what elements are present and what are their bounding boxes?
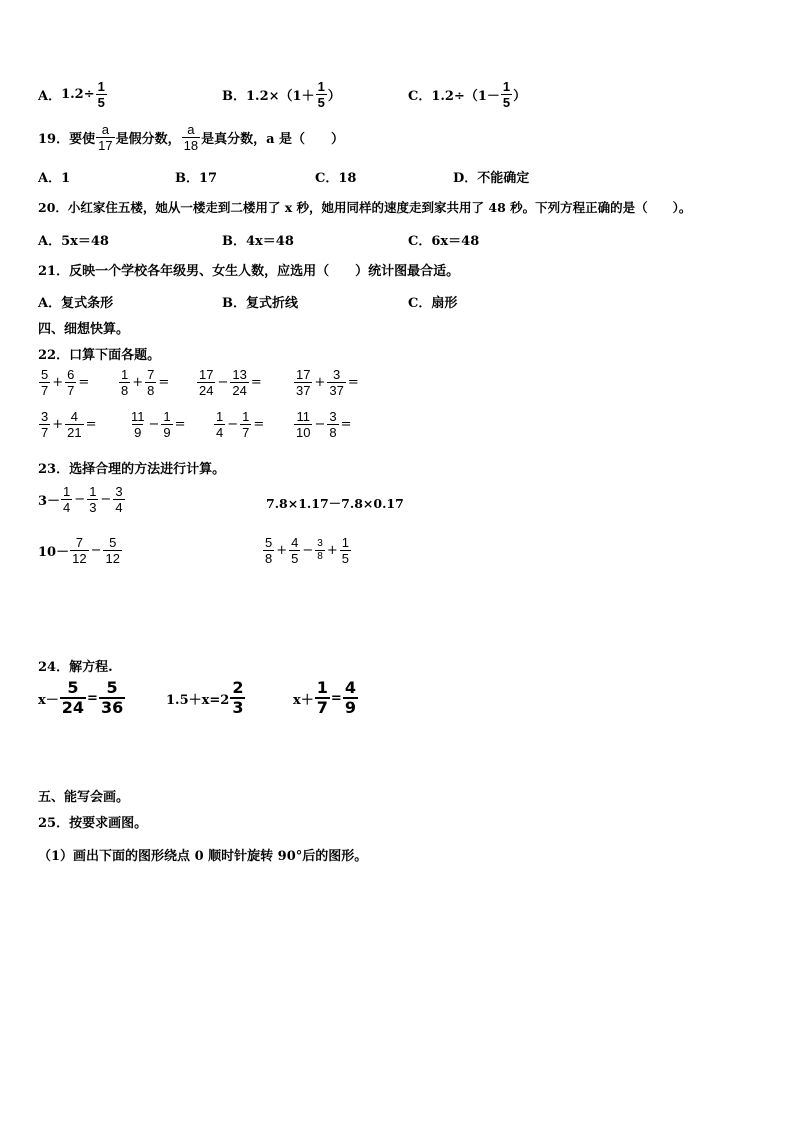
q20-option-a: A．5x＝48: [38, 234, 109, 249]
q19-option-d: D．不能确定: [453, 171, 530, 186]
q19-stem: 19． 要使 $\frac{a}{17}$ 是假分数， $\frac{a}{18}$ 是真分数，a 是（ ）: [38, 122, 345, 153]
q23-title: 23．选择合理的方法进行计算。: [38, 462, 226, 477]
q22-item-3: $\frac{17}{24}$ − $\frac{13}{24}$ =: [199, 367, 262, 398]
q19-option-c: C．18: [315, 171, 357, 186]
q20-option-b: B．4x＝48: [222, 234, 294, 249]
q24-equation-2: 1.5＋x=2 $\frac{2}{3}$: [166, 678, 244, 717]
q22-item-4: $\frac{17}{37}$ + $\frac{3}{37}$ =: [296, 367, 359, 398]
q20-option-c: C．6x＝48: [408, 234, 480, 249]
q21-option-a: A．复式条形: [38, 296, 114, 311]
q22-item-8: $\frac{11}{10}$ − $\frac{3}{8}$ =: [296, 409, 352, 440]
q25-title: 25．按要求画图。: [38, 816, 148, 831]
q23-expression-4: $\frac{5}{8}$ + $\frac{4}{5}$ − $\frac{3}{8}$ + $\frac{1}{5}$: [265, 535, 349, 566]
q22-item-1: $\frac{5}{7}$ + $\frac{6}{7}$ =: [41, 367, 90, 398]
section-5-heading: 五、能写会画。: [38, 790, 130, 805]
q24-equation-3: x＋ $\frac{1}{7}$ = $\frac{4}{9}$: [293, 678, 356, 717]
q18-option-c: C． 1.2÷（1－ $\frac{1}{5}$ ）: [408, 79, 527, 110]
q25-subquestion-1: （1）画出下面的图形绕点 0 顺时针旋转 90°后的图形。: [38, 849, 368, 864]
q18-option-b: B． 1.2×（1＋ $\frac{1}{5}$ ）: [222, 79, 341, 110]
q21-option-b: B．复式折线: [222, 296, 298, 311]
q23-expression-3: 10－ $\frac{7}{12}$ − $\frac{5}{12}$: [38, 535, 120, 566]
q24-title: 24．解方程.: [38, 660, 113, 675]
q23-expression-1: 3－ $\frac{1}{4}$ − $\frac{1}{3}$ − $\frac{3}{4}$: [38, 484, 123, 515]
q22-item-7: $\frac{1}{4}$ − $\frac{1}{7}$ =: [216, 409, 265, 440]
q21-stem: 21．反映一个学校各年级男、女生人数，应选用（ ）统计图最合适。: [38, 264, 460, 279]
q22-item-5: $\frac{3}{7}$ + $\frac{4}{21}$ =: [41, 409, 97, 440]
q21-option-c: C．扇形: [408, 296, 458, 311]
q19-option-a: A．1: [38, 171, 71, 186]
q19-option-b: B．17: [175, 171, 218, 186]
q22-item-2: $\frac{1}{8}$ + $\frac{7}{8}$ =: [121, 367, 170, 398]
q24-equation-1: x－ $\frac{5}{24}$ = $\frac{5}{36}$: [38, 678, 124, 717]
q23-expression-2: 7.8×1.17－7.8×0.17: [266, 496, 404, 511]
q18-option-a: A． 1.2÷ $\frac{1}{5}$: [38, 79, 105, 110]
q20-stem: 20．小红家住五楼，她从一楼走到二楼用了 x 秒，她用同样的速度走到家共用了 48 秒。下列方程正确的是（ ）。: [38, 200, 692, 215]
q22-item-6: $\frac{11}{9}$ − $\frac{1}{9}$ =: [131, 409, 186, 440]
section-4-heading: 四、细想快算。: [38, 322, 130, 337]
q22-title: 22．口算下面各题。: [38, 348, 161, 363]
